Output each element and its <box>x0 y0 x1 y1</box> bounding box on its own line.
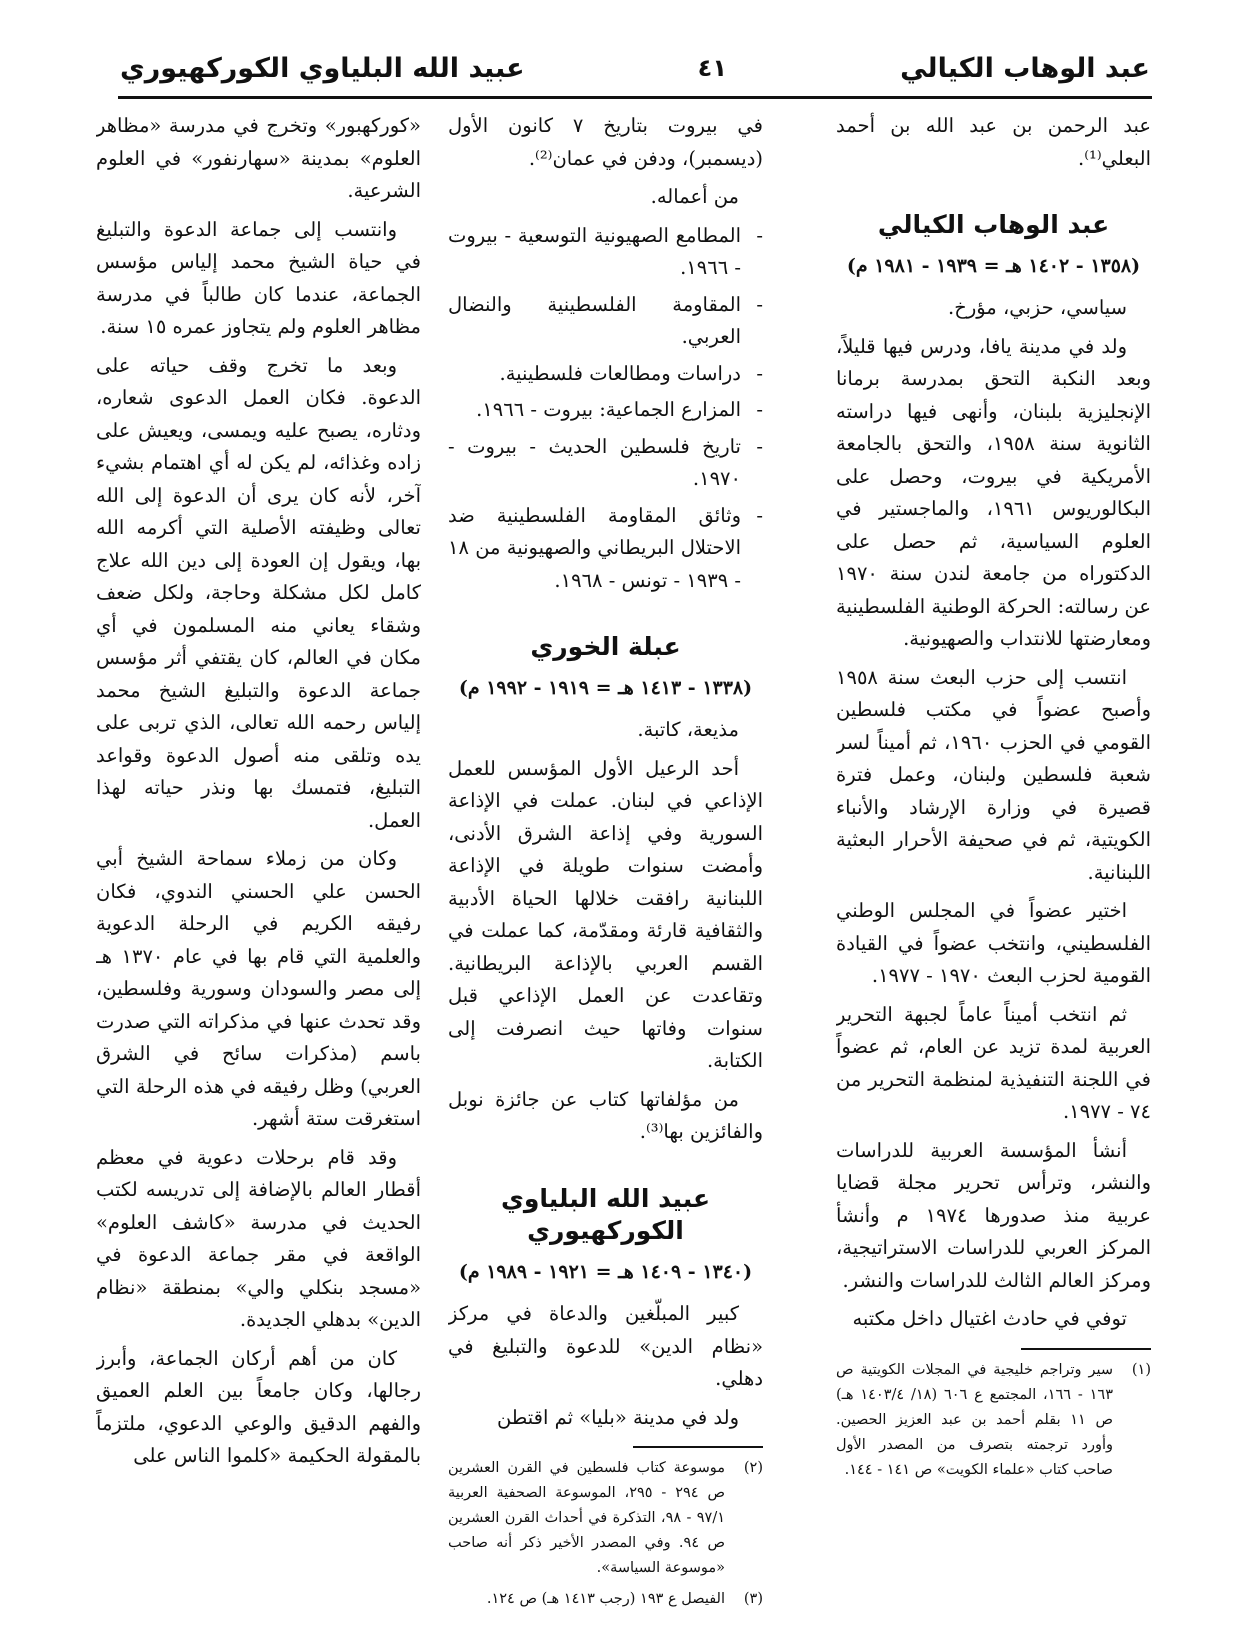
paragraph: كبير المبلّغين والدعاة في مركز «نظام الدين» للدعوة والتبليغ في دهلي. <box>448 1302 763 1390</box>
list-item: - دراسات ومطالعات فلسطينية. <box>448 358 763 391</box>
footnote-text: موسوعة كتاب فلسطين في القرن العشرين ص ٢٩٤ - ٢٩٥، الموسوعة الصحفية العربية ٩٧/١ - ٩٨، التذكرة في أحداث القرن العشرين ص ٩٤. وفي المصدر الأخير ذكر أنه صاحب «موسوعة السياسة». <box>448 1460 725 1576</box>
entry-title-balyawi: عبيد الله البلياوي الكوركهيوري <box>500 1183 711 1245</box>
paragraph: سياسي، حزبي، مؤرخ. <box>948 296 1127 319</box>
footnote-rule <box>633 1446 763 1448</box>
paragraph: وانتسب إلى جماعة الدعوة والتبليغ في حياة الشيخ محمد إلياس مؤسس الجماعة، عندما كان طالباً في مدرسة مظاهر العلوم ولم يتجاوز عمره ١٥ سنة. <box>96 217 421 338</box>
continuation-text: «كوركهبور» وتخرج في مدرسة «مظاهر العلوم» بمدينة «سهارنفور» في العلوم الشرعية. <box>96 114 421 202</box>
paragraph: كان من أهم أركان الجماعة، وأبرز رجالها، وكان جامعاً بين العلم العميق والفهم الدقيق والوعي الدعوي، ملتزماً بالمقولة الحكيمة «كلموا الناس على <box>96 1346 421 1467</box>
footnote-mark: (٣) <box>743 1591 763 1607</box>
paragraph: ثم انتخب أميناً عاماً لجبهة التحرير العربية لمدة تزيد عن العام، ثم عضواً في اللجنة التنفيذية لمنظمة التحرير من ٧٤ - ١٩٧٧. <box>836 1002 1151 1123</box>
column-middle <box>448 110 763 1635</box>
footnote <box>448 1456 763 1581</box>
paragraph: انتسب إلى حزب البعث سنة ١٩٥٨ وأصبح عضواً في مكتب فلسطين القومي في الحزب ١٩٦٠، ثم أميناً لسر شعبة فلسطين ولبنان، وعمل فترة قصيرة في وزارة الإرشاد والأنباء الكويتية، ثم في صحيفة الأحرار البعثية اللبنانية. <box>836 665 1151 884</box>
footnote <box>836 1358 1151 1483</box>
footnote-rule <box>1021 1348 1151 1350</box>
list-item: - المقاومة الفلسطينية والنضال العربي. <box>448 289 763 354</box>
list-item: - وثائق المقاومة الفلسطينية ضد الاحتلال البريطاني والصهيونية من ١٨ - ١٩٣٩ - تونس - ١٩٦٨. <box>448 500 763 598</box>
footnote <box>448 1587 763 1612</box>
paragraph: أنشأ المؤسسة العربية للدراسات والنشر، وترأس تحرير مجلة قضايا عربية منذ صدورها ١٩٧٤ م وأنشأ المركز العربي للدراسات الاستراتيجية، ومركز العالم الثالث للدراسات والنشر. <box>836 1138 1151 1292</box>
header-right-title: عبد الوهاب الكيالي <box>900 52 1150 84</box>
column-left <box>96 110 421 1635</box>
entry-dates-balyawi: (١٣٤٠ - ١٤٠٩ هـ = ١٩٢١ - ١٩٨٩ م) <box>458 1260 753 1283</box>
paragraph: وبعد ما تخرج وقف حياته على الدعوة. فكان العمل الدعوى شعاره، ودثاره، يصبح عليه ويمسى، ويعيش على زاده وغذائه، لم يكن له أي اهتمام بشيء آخر، لأنه كان يرى أن الدعوة إلى الله تعالى وظيفته الأصلية التي أكرمه الله بها، ويقول إن العودة إلى دين الله علاج كامل لكل مشكلة وحاجة، ولكل ضعف وشقاء يعاني منه المسلمون في أي مكان في العالم، كان يقتفي أثر مؤسس جماعة الدعوة والتبليغ الشيخ محمد إلياس رحمه الله تعالى، الذي تربى على يده وتلقى منه أصول الدعوة وقواعد التبليغ، فتمسك بها ونذر حياته لهذا العمل. <box>96 353 421 832</box>
works-list <box>448 220 763 598</box>
paragraph: اختير عضواً في المجلس الوطني الفلسطيني، وانتخب عضواً في القيادة القومية لحزب البعث ١٩٧٠ - ١٩٧٧. <box>836 899 1151 987</box>
paragraph: أحد الرعيل الأول المؤسس للعمل الإذاعي في لبنان. عملت في الإذاعة السورية وفي إذاعة الشرق الأدنى، وأمضت سنوات طويلة في الإذاعة اللبنانية رافقت خلالها الحياة الأدبية والثقافية قارئة ومقدّمة، كما عملت في القسم العربي بالإذاعة البريطانية. وتقاعدت عن العمل الإذاعي قبل سنوات وفاتها حيث انصرفت إلى الكتابة. <box>448 756 763 1072</box>
footnote-text: سير وتراجم خليجية في المجلات الكويتية ص ١٦٣ - ١٦٦، المجتمع ع ٦٠٦ (١٨/ ١٤٠٣/٤ هـ) ص ١١ بقلم أحمد بن عبد العزيز الحصين. وأورد ترجمته بتصرف من المصدر الأول صاحب كتاب «علماء الكويت» ص ١٤١ - ١٤٤. <box>836 1361 1113 1478</box>
paragraph: ولد في مدينة «بليا» ثم اقتطن <box>496 1405 739 1429</box>
list-item: - المطامع الصهيونية التوسعية - بيروت - ١٩٦٦. <box>448 220 763 285</box>
works-label: من أعماله. <box>650 185 739 208</box>
continuation-text: عبد الرحمن بن عبد الله بن أحمد البعلي⁽¹⁾. <box>836 114 1151 170</box>
list-item: - تاريخ فلسطين الحديث - بيروت - ١٩٧٠. <box>448 431 763 496</box>
paragraph: وكان من زملاء سماحة الشيخ أبي الحسن علي الحسني الندوي، فكان رفيقه الكريم في الرحلة الدعوية والعلمية التي قام بها في عام ١٣٧٠ هـ إلى مصر والسودان وسورية وفلسطين، وقد تحدث عنها في مذكراته التي صدرت باسم (مذكرات سائح في الشرق العربي) وظل رفيقه في هذه الرحلة التي استغرقت ستة أشهر. <box>96 847 421 1130</box>
header-left-title: عبيد الله البلياوي الكوركهيوري <box>120 52 525 84</box>
paragraph: وقد قام برحلات دعوية في معظم أقطار العالم بالإضافة إلى تدريسه لكتب الحديث في مدرسة «كاشف العلوم» الواقعة في مقر جماعة الدعوة في «مسجد بنكلي والي» بمنطقة «نظام الدين» بدهلي الجديدة. <box>96 1145 421 1331</box>
entry-dates-kayyali: (١٣٥٨ - ١٤٠٢ هـ = ١٩٣٩ - ١٩٨١ م) <box>846 254 1141 277</box>
column-right <box>836 110 1151 1635</box>
continuation-text: في بيروت بتاريخ ٧ كانون الأول (ديسمبر)، ودفن في عمان⁽²⁾. <box>448 114 763 170</box>
footnote-mark: (١) <box>1131 1361 1151 1378</box>
header-rule <box>118 96 1152 99</box>
running-header <box>120 42 1150 94</box>
paragraph: من مؤلفاتها كتاب عن جائزة نوبل والفائزين بها⁽³⁾. <box>448 1087 763 1143</box>
footnote-text: الفيصل ع ١٩٣ (رجب ١٤١٣ هـ) ص ١٢٤. <box>486 1591 725 1607</box>
page-number: ٤١ <box>697 54 727 82</box>
entry-title-khoury: عبلة الخوري <box>530 632 681 661</box>
paragraph: ولد في مدينة يافا، ودرس فيها قليلاً، وبعد النكبة التحق بمدرسة برمانا الإنجليزية بلبنان، وأنهى فيها دراسته الثانوية سنة ١٩٥٨، والتحق بالجامعة الأمريكية في بيروت، وحصل على البكالوريوس ١٩٦١، والماجستير في العلوم السياسية، ثم حصل على الدكتوراه من جامعة لندن سنة ١٩٧٠ عن رسالته: الحركة الوطنية الفلسطينية ومعارضتها للانتداب والصهيونية. <box>836 334 1151 650</box>
footnote-mark: (٢) <box>743 1460 763 1476</box>
paragraph: مذيعة، كاتبة. <box>637 718 739 741</box>
list-item: - المزارع الجماعية: بيروت - ١٩٦٦. <box>448 394 763 427</box>
paragraph: توفي في حادث اغتيال داخل مكتبه <box>852 1307 1127 1330</box>
entry-dates-khoury: (١٣٣٨ - ١٤١٣ هـ = ١٩١٩ - ١٩٩٢ م) <box>458 676 753 699</box>
entry-title-kayyali: عبد الوهاب الكيالي <box>877 210 1110 239</box>
